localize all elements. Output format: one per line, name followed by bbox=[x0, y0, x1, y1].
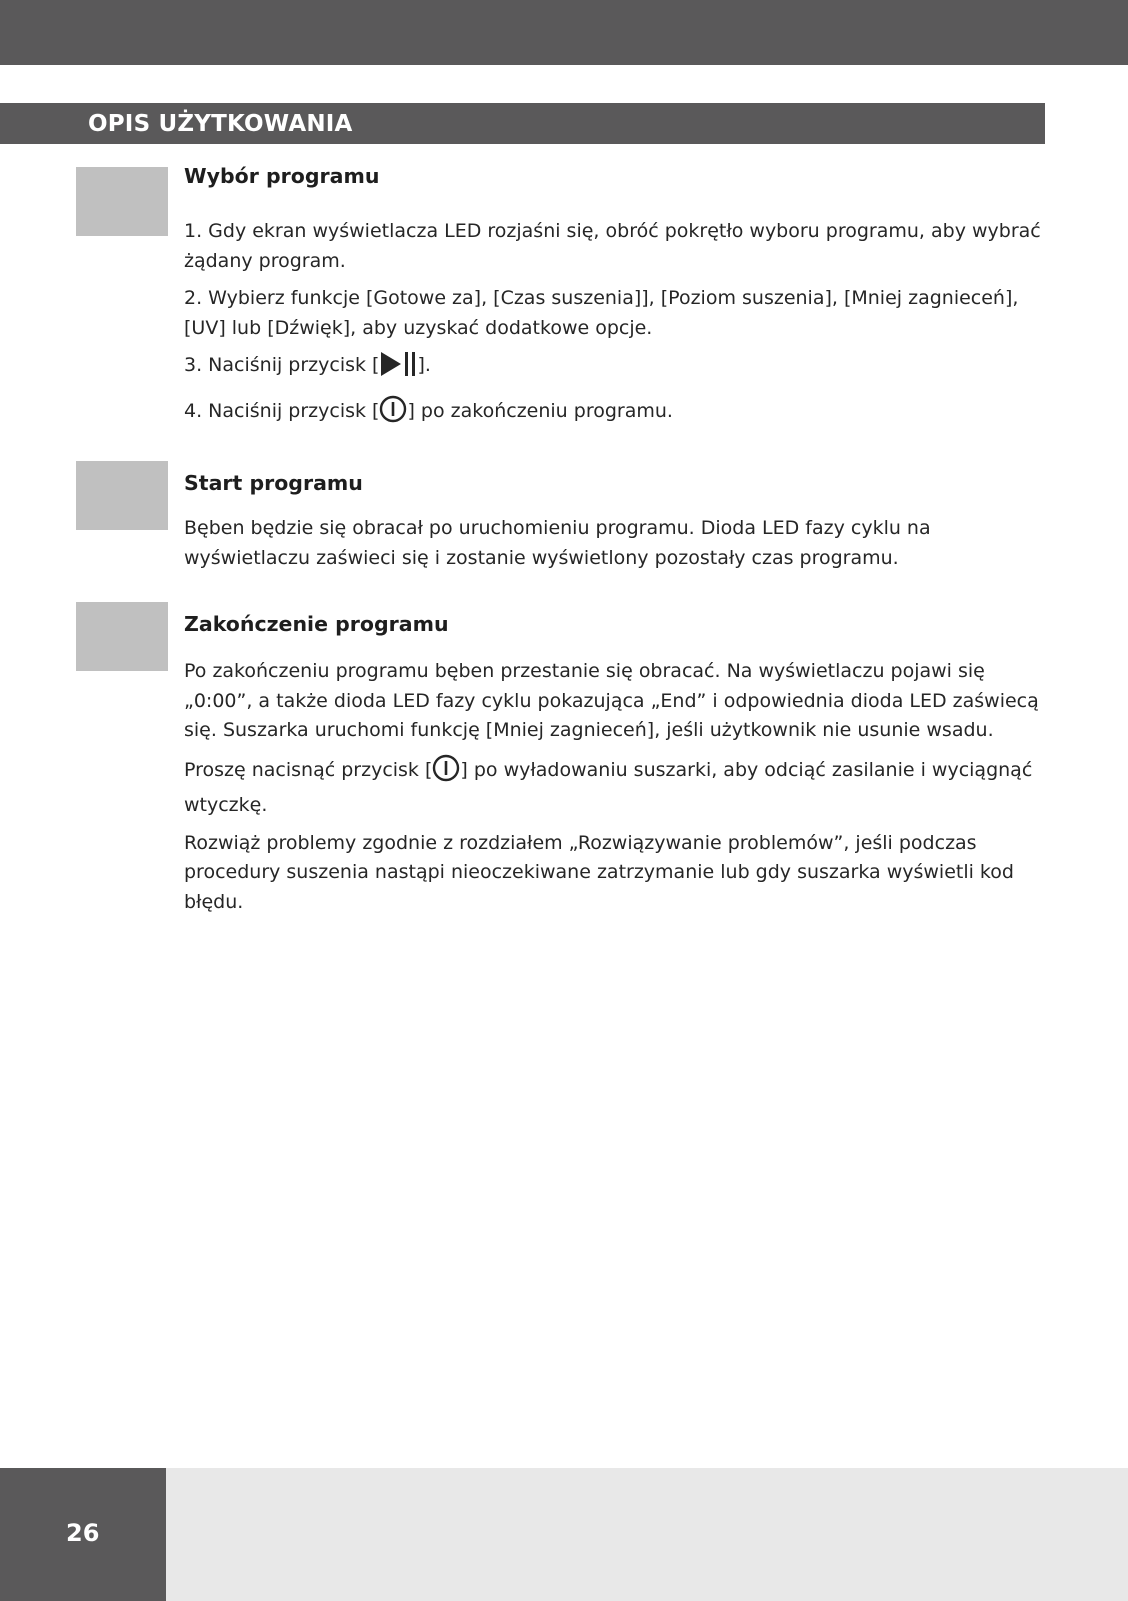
step-4-text-start: 4. Naciśnij przycisk [ bbox=[184, 399, 380, 422]
step-4 bbox=[184, 395, 1054, 433]
section-title: OPIS UŻYTKOWANIA bbox=[88, 111, 353, 137]
step-3-text-end: ]. bbox=[417, 354, 431, 376]
power-icon bbox=[432, 754, 460, 792]
step-2: 2. Wybierz funkcje [Gotowe za], [Czas suszenia]], [Poziom suszenia], [Mniej zagnieceń], [UV] lub [Dźwięk], aby uzyskać dodatkowe opcje. bbox=[184, 287, 1019, 339]
section-marker-program-selection bbox=[76, 167, 168, 236]
top-header-bar bbox=[0, 0, 1128, 65]
section-marker-program-start bbox=[76, 461, 168, 530]
power-icon bbox=[379, 395, 407, 433]
section-marker-program-end bbox=[76, 602, 168, 671]
body-2-text-start: Proszę nacisnąć przycisk [ bbox=[184, 758, 433, 781]
play-pause-icon bbox=[379, 351, 417, 387]
footer-band bbox=[166, 1468, 1128, 1601]
step-4-text-end: ] po zakończeniu programu. bbox=[407, 399, 673, 422]
section-heading: Start programu bbox=[184, 471, 363, 495]
section-body-2 bbox=[184, 754, 1054, 821]
step-3 bbox=[184, 351, 1054, 387]
section-banner bbox=[0, 103, 1045, 144]
section-program-end bbox=[184, 611, 1054, 925]
section-heading: Zakończenie programu bbox=[184, 612, 449, 636]
section-heading: Wybór programu bbox=[184, 164, 380, 188]
section-program-selection bbox=[184, 163, 1054, 440]
step-3-text-start: 3. Naciśnij przycisk [ bbox=[184, 354, 380, 376]
step-1: 1. Gdy ekran wyświetlacza LED rozjaśni się, obróć pokrętło wyboru programu, aby wybrać żądany program. bbox=[184, 220, 1041, 272]
section-body: Bęben będzie się obracał po uruchomieniu programu. Dioda LED fazy cyklu na wyświetlaczu zaświeci się i zostanie wyświetlony pozostały czas programu. bbox=[184, 517, 931, 569]
body-2-text-end: ] po wyładowaniu suszarki, aby odciąć zasilanie i wyciągnąć wtyczkę. bbox=[184, 758, 1033, 816]
section-program-start bbox=[184, 470, 1054, 581]
section-body-1: Po zakończeniu programu bęben przestanie się obracać. Na wyświetlaczu pojawi się „0:00”, a także dioda LED fazy cyklu pokazująca „End” i odpowiednia dioda LED zaświecą się. Suszarka uruchomi funkcję [Mniej zagnieceń], jeśli użytkownik nie usunie wsadu. bbox=[184, 660, 1039, 741]
page-number: 26 bbox=[66, 1519, 100, 1547]
section-body-3: Rozwiąż problemy zgodnie z rozdziałem „Rozwiązywanie problemów”, jeśli podczas procedury suszenia nastąpi nieoczekiwane zatrzymanie lub gdy suszarka wyświetli kod błędu. bbox=[184, 831, 1014, 913]
